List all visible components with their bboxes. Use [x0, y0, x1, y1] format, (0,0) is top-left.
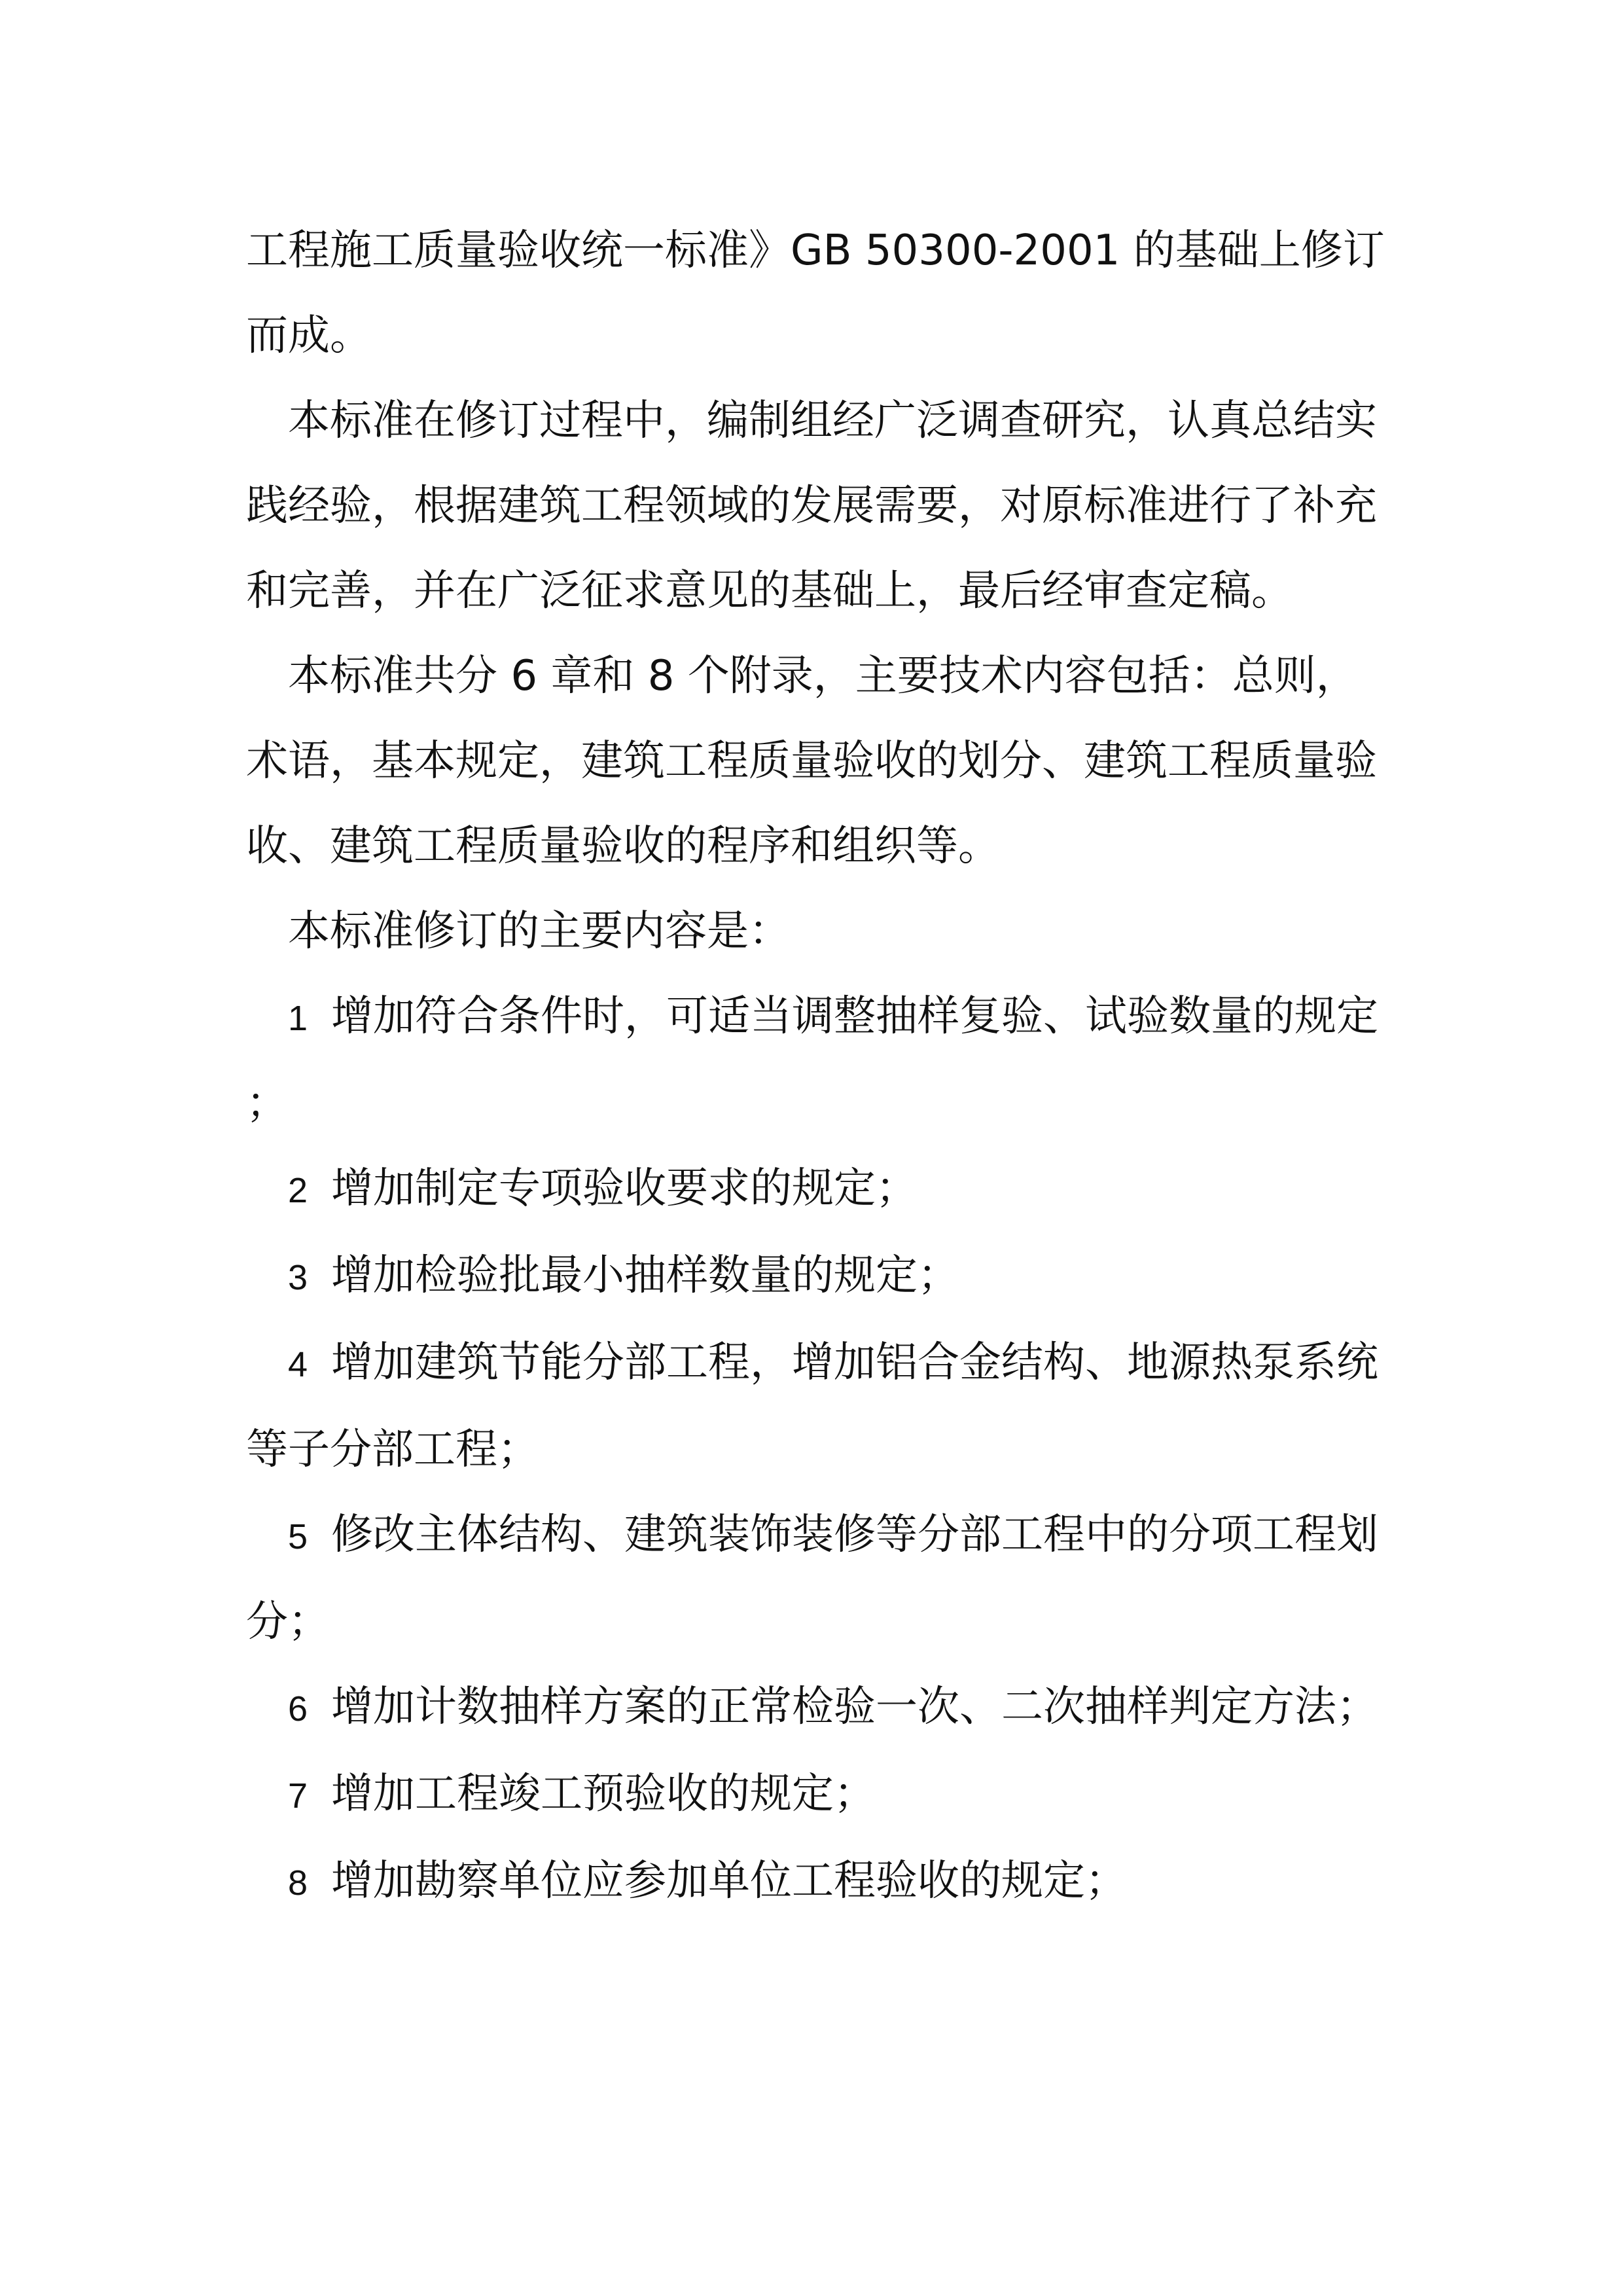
list-item-number: 4: [288, 1345, 308, 1384]
list-item-number: 1: [288, 999, 308, 1038]
process-paragraph: 本标准在修订过程中，编制组经广泛调查研究，认真总结实践经验，根据建筑工程领域的发展需要，对原标准进行了补充和完善，并在广泛征求意见的基础上，最后经审查定稿。: [246, 397, 1377, 615]
list-item-number: 3: [288, 1258, 308, 1297]
list-item-number: 7: [288, 1776, 308, 1816]
list-item-number: 8: [288, 1863, 308, 1903]
list-item-text: 增加检验批最小抽样数量的规定；: [331, 1251, 959, 1300]
list-item-text: 增加计数抽样方案的正常检验一次、二次抽样判定方法；: [331, 1683, 1378, 1731]
document-body: [246, 208, 1398, 1926]
list-item: [246, 1664, 1398, 1751]
list-item-number: 5: [288, 1517, 308, 1556]
list-item-text: 增加工程竣工预验收的规定；: [331, 1770, 876, 1818]
revision-heading: 本标准修订的主要内容是：: [288, 907, 791, 956]
list-item-text: 增加制定专项验收要求的规定；: [331, 1164, 918, 1213]
list-item-text: 增加勘察单位应参加单位工程验收的规定；: [331, 1857, 1127, 1905]
contents-paragraph: 本标准共分 6 章和 8 个附录，主要技术内容包括：总则，术语，基本规定，建筑工程质量验收的划分、建筑工程质量验收、建筑工程质量验收的程序和组织等。: [246, 652, 1377, 870]
intro-paragraph: 工程施工质量验收统一标准》GB 50300-2001 的基础上修订而成。: [246, 226, 1385, 360]
list-item-text: 增加符合条件时，可适当调整抽样复验、试验数量的规定；: [246, 992, 1378, 1128]
list-item-number: 2: [288, 1171, 308, 1210]
list-item: [246, 1751, 1398, 1839]
list-item-text: 增加建筑节能分部工程，增加铝合金结构、地源热泵系统等子分部工程；: [246, 1338, 1378, 1474]
list-item: [246, 1839, 1398, 1926]
list-item: [246, 1320, 1398, 1492]
list-item: [246, 974, 1398, 1146]
list-item: [246, 1492, 1398, 1664]
list-item: [246, 1146, 1398, 1233]
list-item: [246, 1233, 1398, 1320]
list-item-text: 修改主体结构、建筑装饰装修等分部工程中的分项工程划分；: [246, 1511, 1378, 1646]
list-item-number: 6: [288, 1689, 308, 1729]
